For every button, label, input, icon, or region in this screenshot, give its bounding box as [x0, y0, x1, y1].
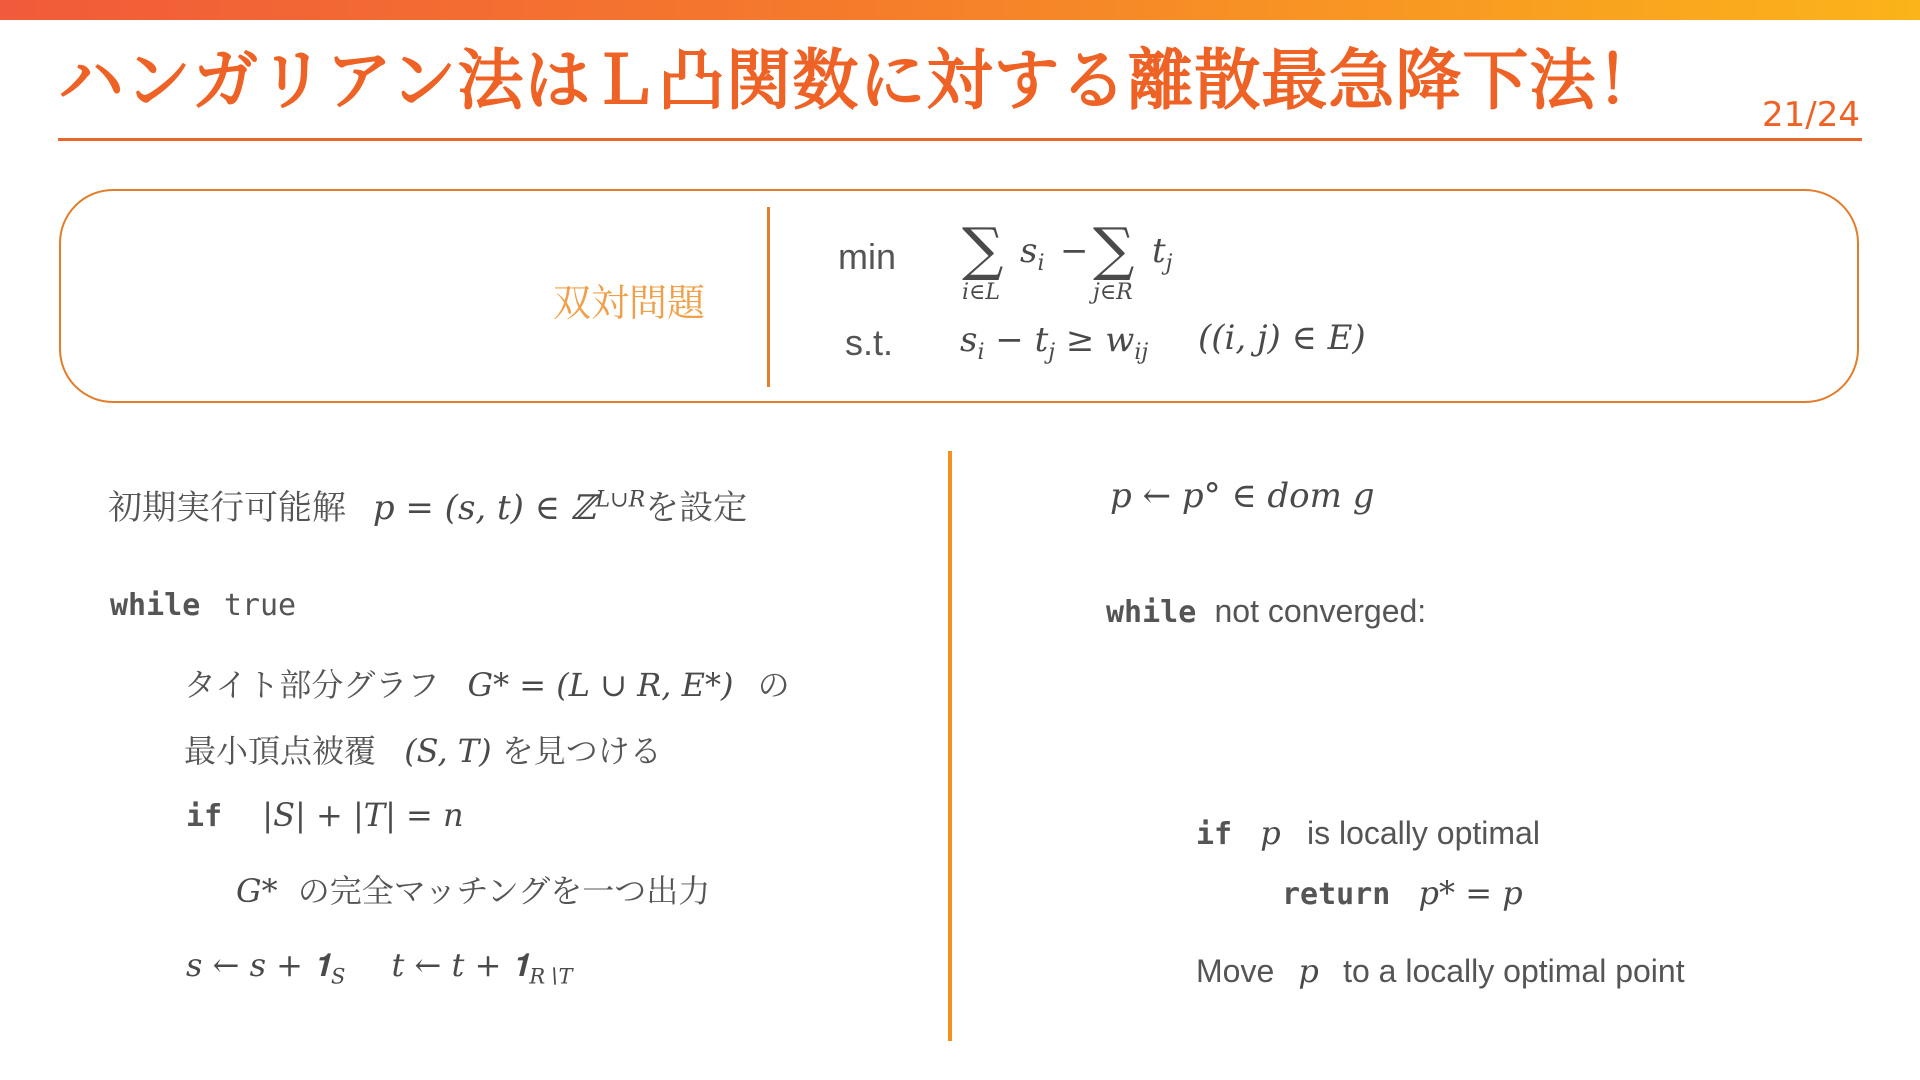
while-condition-left: true [223, 588, 297, 623]
slide-title: ハンガリアン法はＬ凸関数に対する離散最急降下法！ [58, 42, 1664, 119]
column-divider [948, 451, 952, 1041]
update-t: t ← t + 𝟏 [391, 946, 530, 984]
while-text-right: not converged: [1214, 593, 1427, 629]
sum-symbol-1: ∑ [962, 215, 1004, 283]
matching-math: G* [236, 872, 278, 910]
min-label: min [838, 236, 897, 277]
init-sup: L∪R [595, 487, 646, 513]
while-line-right [1106, 592, 1426, 630]
init-math: p = (s, t) ∈ ℤ [372, 488, 596, 528]
title-underline [58, 138, 1862, 141]
update-s-sub: S [330, 964, 346, 989]
vertex-cover-jp: 最小頂点被覆 [184, 732, 377, 770]
matching-line [236, 866, 710, 912]
if-keyword-right: if [1196, 817, 1233, 852]
vertex-cover-line [184, 726, 662, 772]
while-line-left [110, 588, 296, 623]
sum1-index: i∈L [962, 280, 1000, 305]
sum-symbol-2: ∑ [1093, 215, 1135, 283]
move-math: p [1298, 952, 1319, 990]
tight-graph-suffix: の [757, 666, 790, 704]
constraint-condition: ((i, j) ∈ E) [1198, 318, 1366, 358]
if-math-right: p [1260, 814, 1281, 852]
if-line-left [186, 796, 464, 834]
sum2-term: $t_j$ [1152, 231, 1173, 276]
while-keyword-left: while [110, 588, 201, 623]
init-line [108, 480, 747, 529]
minus-sign: − [1060, 231, 1089, 271]
sum2-index: j∈R [1093, 280, 1133, 305]
init-suffix: を設定 [645, 488, 748, 528]
dual-box-divider [767, 207, 770, 387]
sum1-term: $s_i$ [1020, 231, 1045, 276]
if-text-right: is locally optimal [1306, 815, 1540, 851]
update-s: s ← s + 𝟏 [186, 946, 331, 984]
tight-graph-math: G* = (L ∪ R, E*) [467, 666, 734, 704]
return-line [1282, 874, 1523, 912]
return-keyword: return [1282, 877, 1391, 912]
if-condition-left: |S| + |T| = n [262, 796, 464, 834]
init-point-line: p ← p° ∈ dom g [1110, 476, 1375, 516]
dual-problem-label: 双対問題 [552, 281, 705, 325]
vertex-cover-math: (S, T) [404, 732, 492, 770]
matching-jp: の完全マッチングを一つ出力 [297, 872, 711, 910]
move-text-1: Move [1196, 953, 1275, 989]
update-line [186, 946, 573, 988]
move-line [1196, 952, 1685, 990]
st-label: s.t. [845, 322, 894, 363]
tight-graph-jp: タイト部分グラフ [184, 666, 440, 704]
if-keyword-left: if [186, 799, 223, 834]
tight-graph-line [184, 660, 790, 706]
return-math: p* = p [1418, 874, 1523, 912]
dual-problem-box [59, 189, 1859, 403]
move-text-2: to a locally optimal point [1343, 953, 1685, 989]
constraint-expression: $s_i - t_j \ge w_{ij}$ [960, 320, 1149, 365]
if-line-right [1196, 814, 1540, 852]
update-t-sub: R∖T [529, 964, 573, 989]
vertex-cover-suffix: を見つける [501, 732, 662, 770]
top-gradient-bar [0, 0, 1920, 20]
page-number: 21/24 [1762, 95, 1860, 135]
init-jp: 初期実行可能解 [108, 488, 346, 528]
while-keyword-right: while [1106, 595, 1197, 630]
